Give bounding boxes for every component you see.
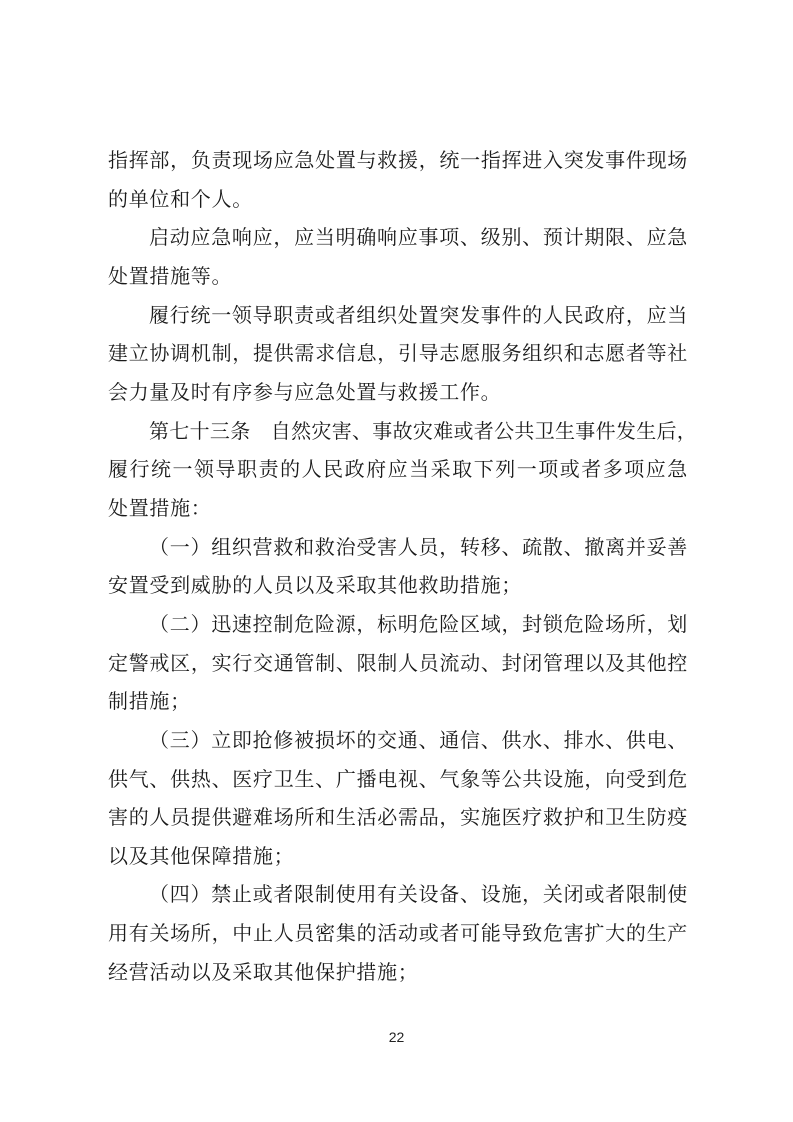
paragraph-line: 制措施； (108, 689, 191, 714)
paragraph (108, 141, 688, 218)
paragraph-line: 用有关场所，中止人员密集的活动或者可能导致危害扩大的生产 (108, 921, 688, 946)
paragraph-line: 履行统一领导职责的人民政府应当采取下列一项或者多项应急 (108, 457, 688, 482)
document-body (108, 141, 698, 991)
paragraph (108, 218, 688, 295)
paragraph-line: 的单位和个人。 (108, 186, 253, 211)
paragraph (108, 296, 688, 412)
paragraph-line: （三）立即抢修被损坏的交通、通信、供水、排水、供电、 (149, 727, 688, 752)
article-paragraph (108, 412, 698, 528)
paragraph-line: 指挥部，负责现场应急处置与救援，统一指挥进入突发事件现场 (108, 148, 688, 172)
paragraph-line: 供气、供热、医疗卫生、广播电视、气象等公共设施，向受到危 (108, 766, 688, 791)
paragraph-line: 害的人员提供避难场所和生活必需品，实施医疗救护和卫生防疫 (108, 805, 688, 830)
paragraph-line: 处置措施等。 (108, 263, 233, 288)
list-item (108, 528, 688, 605)
paragraph-line: 经营活动以及采取其他保护措施； (108, 959, 419, 984)
paragraph-line: 处置措施： (108, 495, 212, 520)
list-item (108, 605, 688, 721)
article-heading-line: 第七十三条 自然灾害、事故灾难或者公共卫生事件发生后， (149, 418, 698, 443)
paragraph-line: 定警戒区，实行交通管制、限制人员流动、封闭管理以及其他控 (108, 650, 688, 675)
paragraph-line: 会力量及时有序参与应急处置与救援工作。 (108, 379, 502, 404)
paragraph-line: 安置受到威胁的人员以及采取其他救助措施； (108, 573, 522, 598)
page-number: 22 (388, 1029, 405, 1045)
paragraph-line: 履行统一领导职责或者组织处置突发事件的人民政府，应当 (149, 302, 688, 327)
paragraph-line: 启动应急响应，应当明确响应事项、级别、预计期限、应急 (149, 225, 688, 250)
paragraph-line: （四）禁止或者限制使用有关设备、设施，关闭或者限制使 (149, 882, 688, 907)
paragraph-line: 建立协调机制，提供需求信息，引导志愿服务组织和志愿者等社 (108, 341, 688, 366)
paragraph-line: （二）迅速控制危险源，标明危险区域，封锁危险场所，划 (149, 611, 688, 636)
paragraph-line: （一）组织营救和救治受害人员，转移、疏散、撤离并妥善 (149, 534, 688, 559)
list-item (108, 875, 688, 991)
paragraph-line: 以及其他保障措施； (108, 843, 295, 868)
list-item (108, 721, 688, 876)
